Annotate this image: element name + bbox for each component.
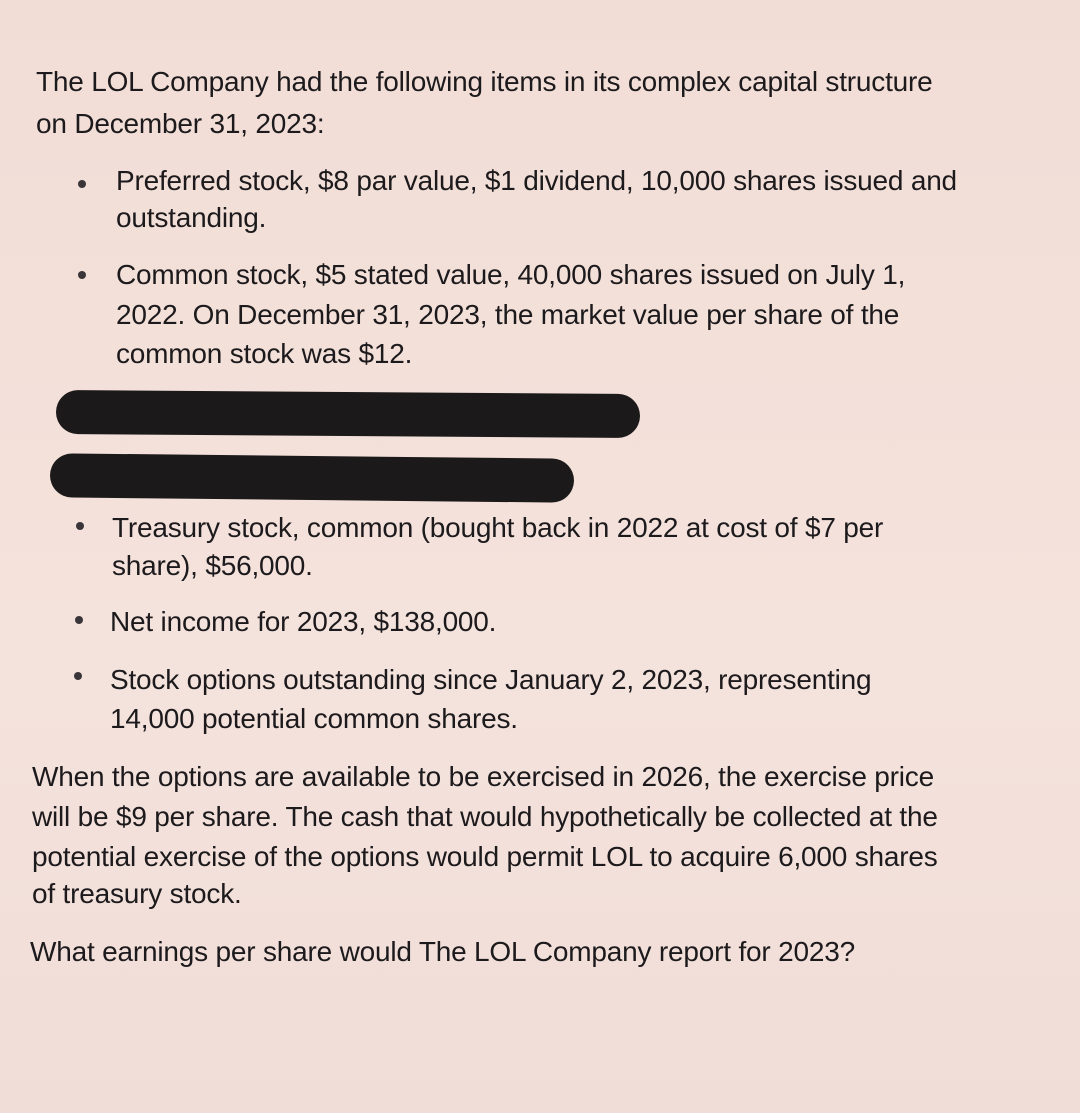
item-stock-options-line-1: Stock options outstanding since January 2, 2023, representing <box>110 664 872 695</box>
item-treasury-line-1: Treasury stock, common (bought back in 2022 at cost of $7 per <box>112 512 884 543</box>
bullet-stock-options <box>74 672 82 680</box>
intro-line-2: on December 31, 2023: <box>36 108 325 139</box>
paragraph-line-4: of treasury stock. <box>32 878 242 909</box>
redaction-bar-1 <box>56 390 640 438</box>
item-treasury-line-2: share), $56,000. <box>112 550 313 581</box>
intro-line-1: The LOL Company had the following items in its complex capital structure <box>36 66 933 97</box>
bullet-net-income <box>75 616 83 624</box>
bullet-common <box>78 271 86 279</box>
item-net-income-line-1: Net income for 2023, $138,000. <box>110 606 497 637</box>
item-common-line-3: common stock was $12. <box>116 338 413 369</box>
item-preferred-line-2: outstanding. <box>116 202 267 233</box>
bullet-treasury <box>76 522 84 530</box>
paragraph-line-2: will be $9 per share. The cash that would hypothetically be collected at the <box>32 801 938 832</box>
paragraph-line-3: potential exercise of the options would permit LOL to acquire 6,000 shares <box>32 841 938 872</box>
item-common-line-1: Common stock, $5 stated value, 40,000 shares issued on July 1, <box>116 259 906 290</box>
question-text: What earnings per share would The LOL Company report for 2023? <box>30 936 855 967</box>
item-preferred-line-1: Preferred stock, $8 par value, $1 dividend, 10,000 shares issued and <box>116 165 957 196</box>
paragraph-line-1: When the options are available to be exercised in 2026, the exercise price <box>32 761 934 792</box>
redaction-bar-2 <box>50 453 574 502</box>
item-common-line-2: 2022. On December 31, 2023, the market value per share of the <box>116 299 900 330</box>
item-stock-options-line-2: 14,000 potential common shares. <box>110 703 518 734</box>
bullet-preferred <box>78 180 86 188</box>
